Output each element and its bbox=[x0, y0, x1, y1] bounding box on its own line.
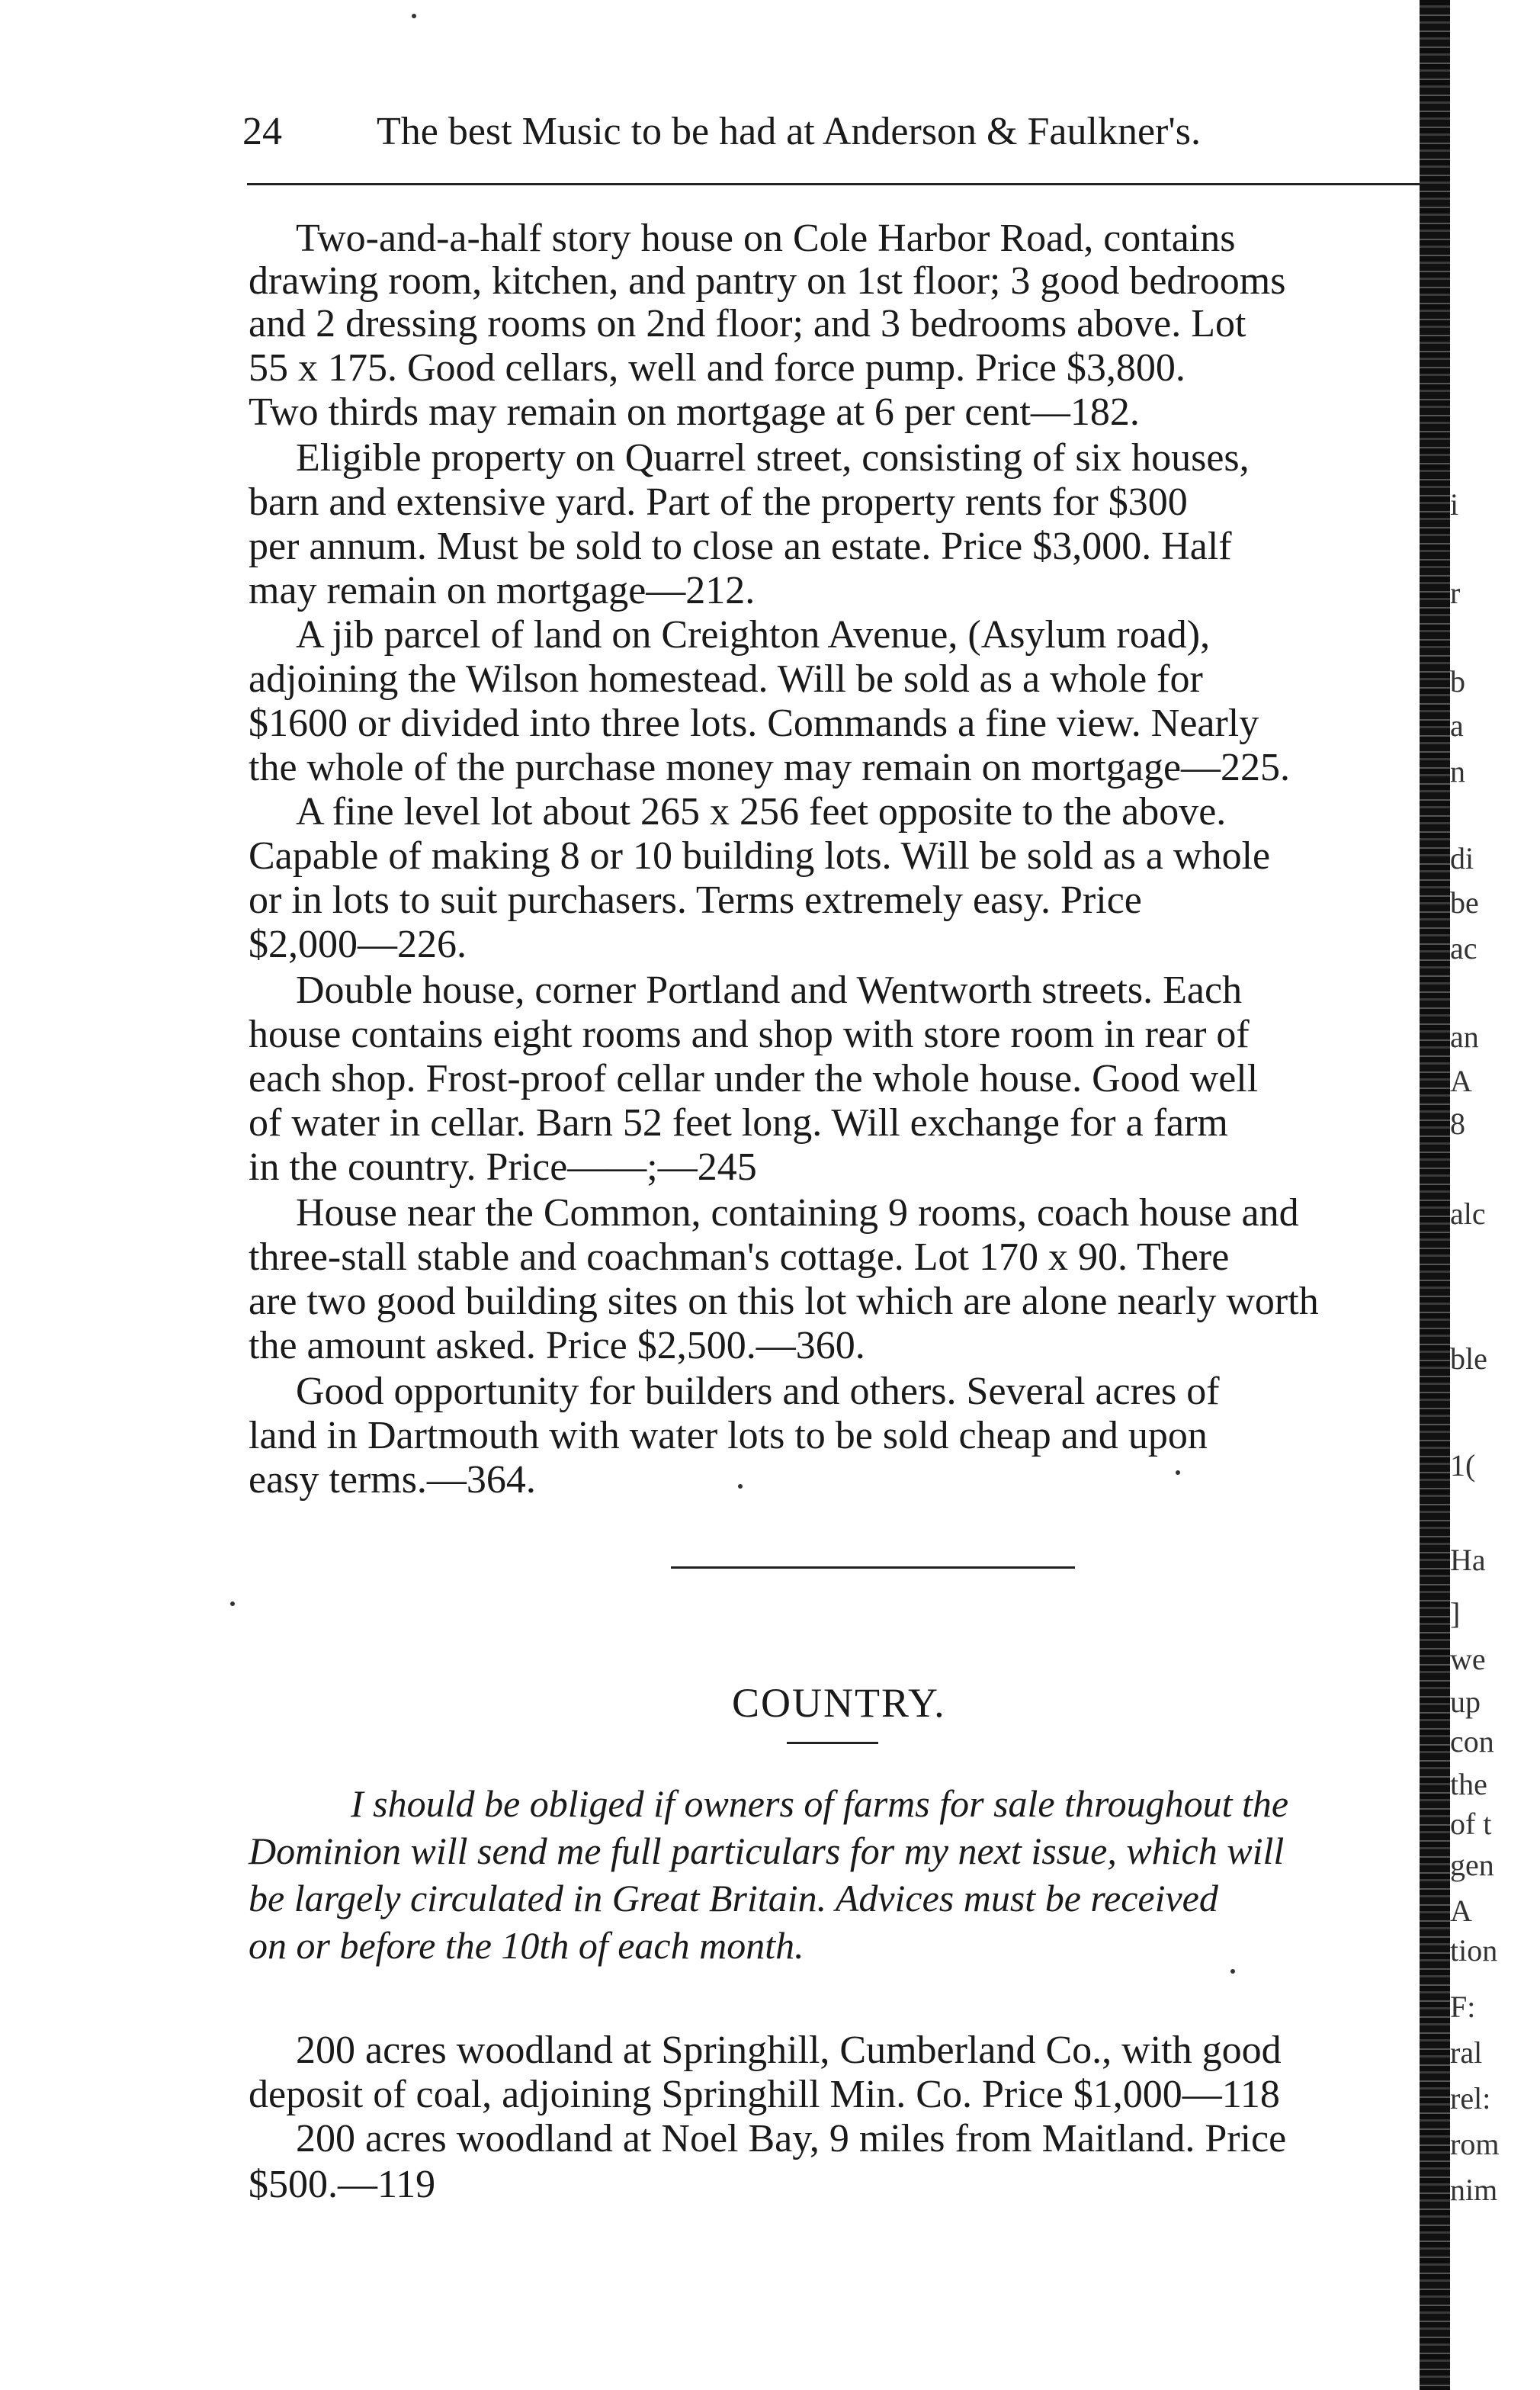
listing-line: may remain on mortgage—212. bbox=[249, 569, 756, 612]
margin-fragment: gen bbox=[1450, 1848, 1494, 1882]
listing-line: drawing room, kitchen, and pantry on 1st floor; 3 good bedrooms bbox=[249, 259, 1286, 303]
scan-speck bbox=[412, 14, 416, 18]
margin-fragment: tion bbox=[1450, 1933, 1498, 1968]
listing-line: Two-and-a-half story house on Cole Harbor Road, contains bbox=[296, 217, 1236, 260]
margin-fragment: an bbox=[1450, 1020, 1479, 1054]
country-listing-line: $500.—119 bbox=[249, 2163, 436, 2206]
listing-line: A jib parcel of land on Creighton Avenue, (Asylum road), bbox=[296, 613, 1211, 657]
margin-fragment: di bbox=[1450, 841, 1474, 875]
listing-line: or in lots to suit purchasers. Terms extremely easy. Price bbox=[249, 879, 1142, 922]
margin-fragment: ac bbox=[1450, 931, 1477, 965]
listing-line: A fine level lot about 265 x 256 feet opposite to the above. bbox=[296, 790, 1227, 834]
scan-speck bbox=[1230, 1969, 1235, 1974]
margin-fragment: up bbox=[1450, 1685, 1481, 1719]
running-head-rule bbox=[247, 183, 1421, 185]
section-heading-rule bbox=[787, 1742, 878, 1744]
notice-line: on or before the 10th of each month. bbox=[249, 1924, 804, 1967]
listing-line: Eligible property on Quarrel street, consisting of six houses, bbox=[296, 436, 1250, 480]
margin-fragment: b bbox=[1450, 664, 1465, 699]
scan-speck bbox=[738, 1484, 743, 1489]
running-head bbox=[242, 105, 1416, 159]
listing-line: land in Dartmouth with water lots to be sold cheap and upon bbox=[249, 1414, 1208, 1457]
listing-line: the whole of the purchase money may remain on mortgage—225. bbox=[249, 746, 1291, 789]
listing-line: barn and extensive yard. Part of the property rents for $300 bbox=[249, 480, 1188, 524]
country-listing-line: 200 acres woodland at Noel Bay, 9 miles from Maitland. Price bbox=[296, 2117, 1287, 2160]
listing-line: and 2 dressing rooms on 2nd floor; and 3 bedrooms above. Lot bbox=[249, 302, 1246, 345]
notice-line: Dominion will send me full particulars for my next issue, which will bbox=[249, 1829, 1285, 1872]
listing-line: easy terms.—364. bbox=[249, 1458, 536, 1502]
listing-line: adjoining the Wilson homestead. Will be sold as a whole for bbox=[249, 657, 1203, 701]
section-divider-rule bbox=[671, 1566, 1075, 1569]
margin-fragment: Ha bbox=[1450, 1543, 1486, 1577]
notice-line: I should be obliged if owners of farms for sale throughout the bbox=[351, 1782, 1289, 1825]
margin-fragment: F: bbox=[1450, 1990, 1476, 2024]
margin-fragment: ral bbox=[1450, 2035, 1483, 2070]
scan-speck bbox=[1176, 1470, 1180, 1475]
listing-line: are two good building sites on this lot which are alone nearly worth bbox=[249, 1280, 1319, 1323]
margin-fragment: be bbox=[1450, 885, 1479, 920]
listing-line: Capable of making 8 or 10 building lots. Will be sold as a whole bbox=[249, 834, 1271, 878]
margin-fragment: a bbox=[1450, 708, 1464, 743]
listing-line: house contains eight rooms and shop with store room in rear of bbox=[249, 1013, 1250, 1056]
listing-line: House near the Common, containing 9 rooms, coach house and bbox=[296, 1191, 1299, 1235]
listing-line: of water in cellar. Barn 52 feet long. Will exchange for a farm bbox=[249, 1101, 1228, 1145]
margin-fragment: con bbox=[1450, 1724, 1494, 1759]
margin-fragment: of t bbox=[1450, 1807, 1492, 1841]
margin-fragment: i bbox=[1450, 487, 1459, 522]
listing-line: each shop. Frost-proof cellar under the whole house. Good well bbox=[249, 1057, 1259, 1100]
country-listing-line: 200 acres woodland at Springhill, Cumberland Co., with good bbox=[296, 2029, 1282, 2072]
margin-fragment: rel: bbox=[1450, 2081, 1491, 2115]
margin-fragment: 8 bbox=[1450, 1107, 1465, 1141]
margin-fragment: A bbox=[1450, 1894, 1472, 1928]
listing-line: Good opportunity for builders and others. Several acres of bbox=[296, 1370, 1220, 1413]
country-listing-line: deposit of coal, adjoining Springhill Min. Co. Price $1,000—118 bbox=[249, 2073, 1280, 2116]
margin-fragment: nim bbox=[1450, 2173, 1498, 2207]
margin-fragment: rom bbox=[1450, 2127, 1500, 2161]
margin-fragment: 1( bbox=[1450, 1448, 1476, 1483]
listing-line: three-stall stable and coachman's cottage. Lot 170 x 90. There bbox=[249, 1235, 1230, 1279]
margin-fragment: ble bbox=[1450, 1341, 1487, 1376]
running-head-title: The best Music to be had at Anderson & Faulkner's. bbox=[377, 110, 1201, 153]
listing-line: $2,000—226. bbox=[249, 923, 467, 966]
listing-line: Two thirds may remain on mortgage at 6 per cent—182. bbox=[249, 390, 1140, 434]
margin-fragment: the bbox=[1450, 1767, 1487, 1801]
section-heading: COUNTRY. bbox=[732, 1680, 946, 1726]
page-number: 24 bbox=[242, 110, 282, 153]
listing-line: Double house, corner Portland and Wentworth streets. Each bbox=[296, 969, 1243, 1012]
scan-speck bbox=[230, 1601, 235, 1606]
binding-edge bbox=[1420, 0, 1450, 2390]
margin-fragment: we bbox=[1450, 1642, 1486, 1676]
margin-fragment: A bbox=[1450, 1064, 1472, 1098]
margin-fragment: r bbox=[1450, 576, 1461, 610]
listing-line: per annum. Must be sold to close an estate. Price $3,000. Half bbox=[249, 525, 1232, 568]
listing-line: the amount asked. Price $2,500.—360. bbox=[249, 1324, 865, 1367]
margin-fragment: n bbox=[1450, 754, 1465, 789]
listing-line: in the country. Price——;—245 bbox=[249, 1145, 757, 1189]
margin-fragment: ] bbox=[1450, 1596, 1461, 1630]
notice-line: be largely circulated in Great Britain. Advices must be received bbox=[249, 1877, 1218, 1919]
listing-line: 55 x 175. Good cellars, well and force pump. Price $3,800. bbox=[249, 346, 1185, 390]
listing-line: $1600 or divided into three lots. Commands a fine view. Nearly bbox=[249, 702, 1259, 745]
margin-fragment: alc bbox=[1450, 1197, 1486, 1231]
